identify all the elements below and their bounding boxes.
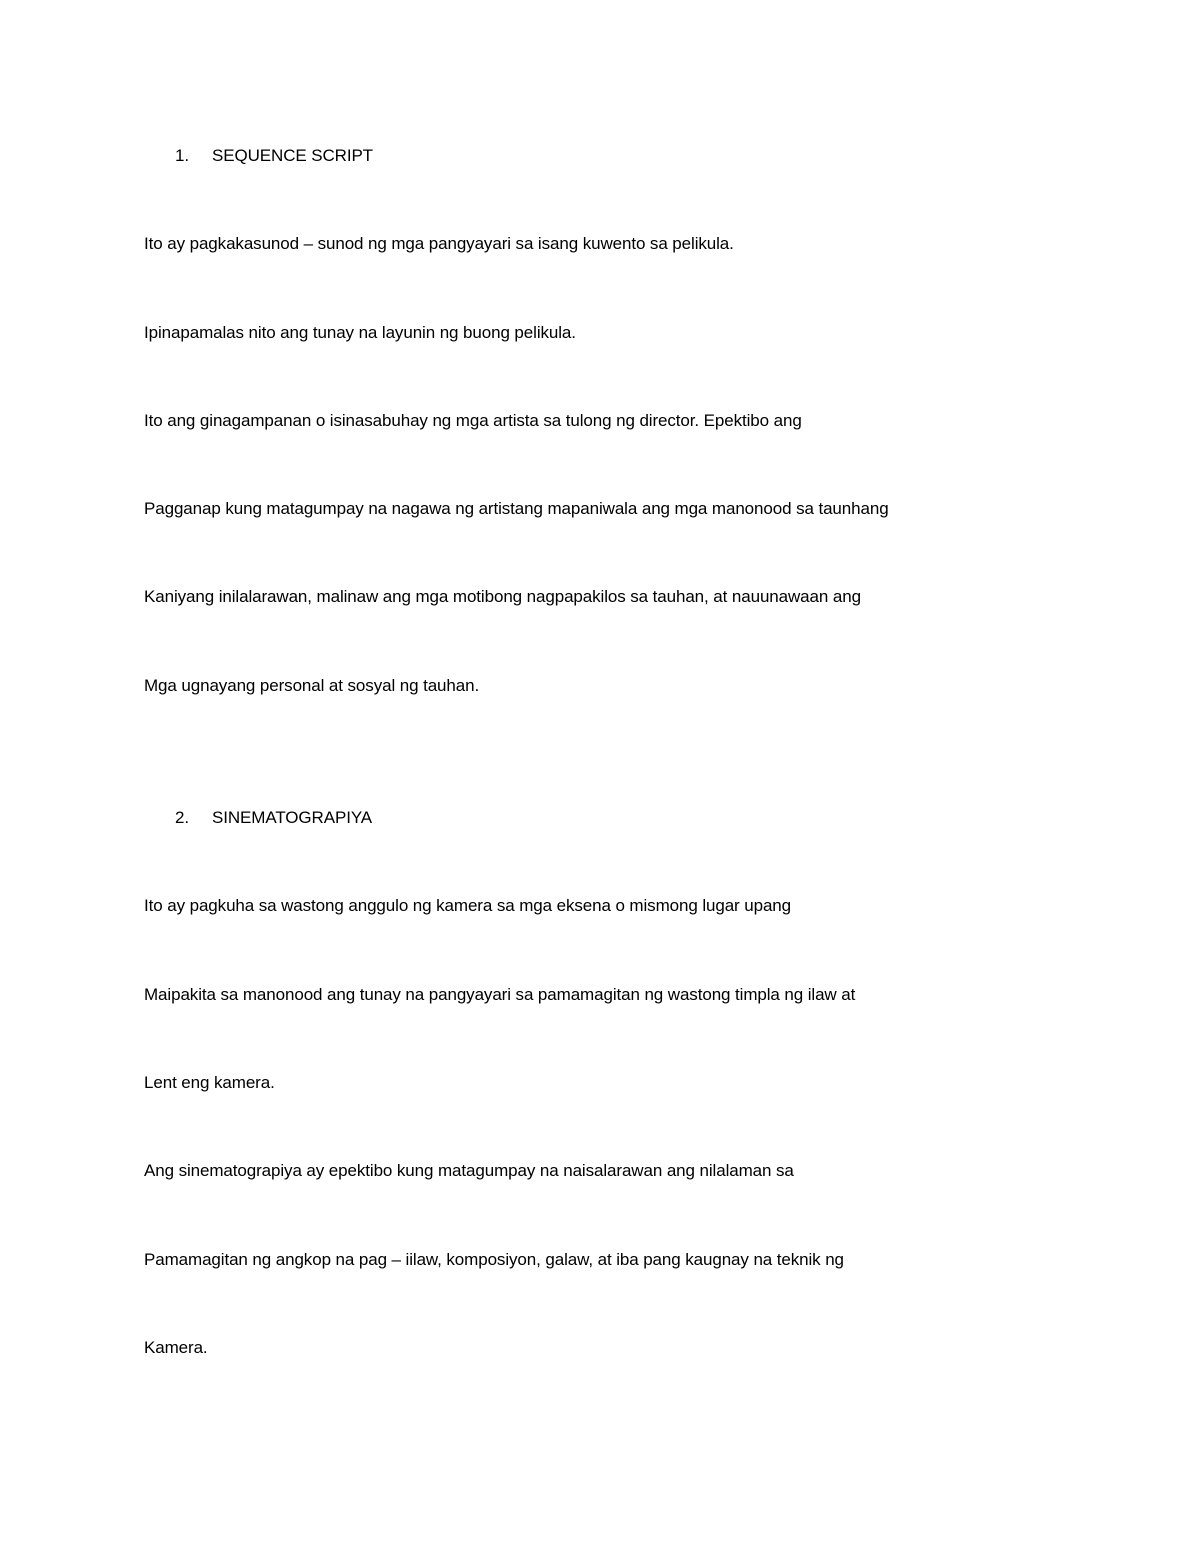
section-1-paragraph-line: Pagganap kung matagumpay na nagawa ng artistang mapaniwala ang mga manonood sa taunhang xyxy=(144,499,889,518)
section-2-paragraph-line: Ang sinematograpiya ay epektibo kung matagumpay na naisalarawan ang nilalaman sa xyxy=(144,1161,794,1180)
section-2-paragraph-line: Pamamagitan ng angkop na pag – iilaw, komposiyon, galaw, at iba pang kaugnay na teknik ng xyxy=(144,1250,844,1269)
section-2-paragraph-line: Kamera. xyxy=(144,1338,208,1357)
section-1-paragraph-line: Ito ay pagkakasunod – sunod ng mga pangyayari sa isang kuwento sa pelikula. xyxy=(144,234,734,253)
section-1-paragraph-line: Kaniyang inilalarawan, malinaw ang mga motibong nagpapakilos sa tauhan, at nauunawaan ang xyxy=(144,587,861,606)
section-1-title: SEQUENCE SCRIPT xyxy=(212,146,373,165)
section-1-paragraph-line: Ito ang ginagampanan o isinasabuhay ng mga artista sa tulong ng director. Epektibo ang xyxy=(144,411,802,430)
section-2-paragraph-line: Maipakita sa manonood ang tunay na pangyayari sa pamamagitan ng wastong timpla ng ilaw at xyxy=(144,985,856,1004)
section-1-paragraph-line: Ipinapamalas nito ang tunay na layunin ng buong pelikula. xyxy=(144,323,576,342)
section-1-paragraph-line: Mga ugnayang personal at sosyal ng tauhan. xyxy=(144,676,480,695)
section-2-paragraph-line: Ito ay pagkuha sa wastong anggulo ng kamera sa mga eksena o mismong lugar upang xyxy=(144,896,792,915)
section-1-number: 1. xyxy=(175,146,189,165)
section-2-title: SINEMATOGRAPIYA xyxy=(212,808,373,827)
section-2-paragraph-line: Lent eng kamera. xyxy=(144,1073,275,1092)
section-2-number: 2. xyxy=(175,808,189,827)
